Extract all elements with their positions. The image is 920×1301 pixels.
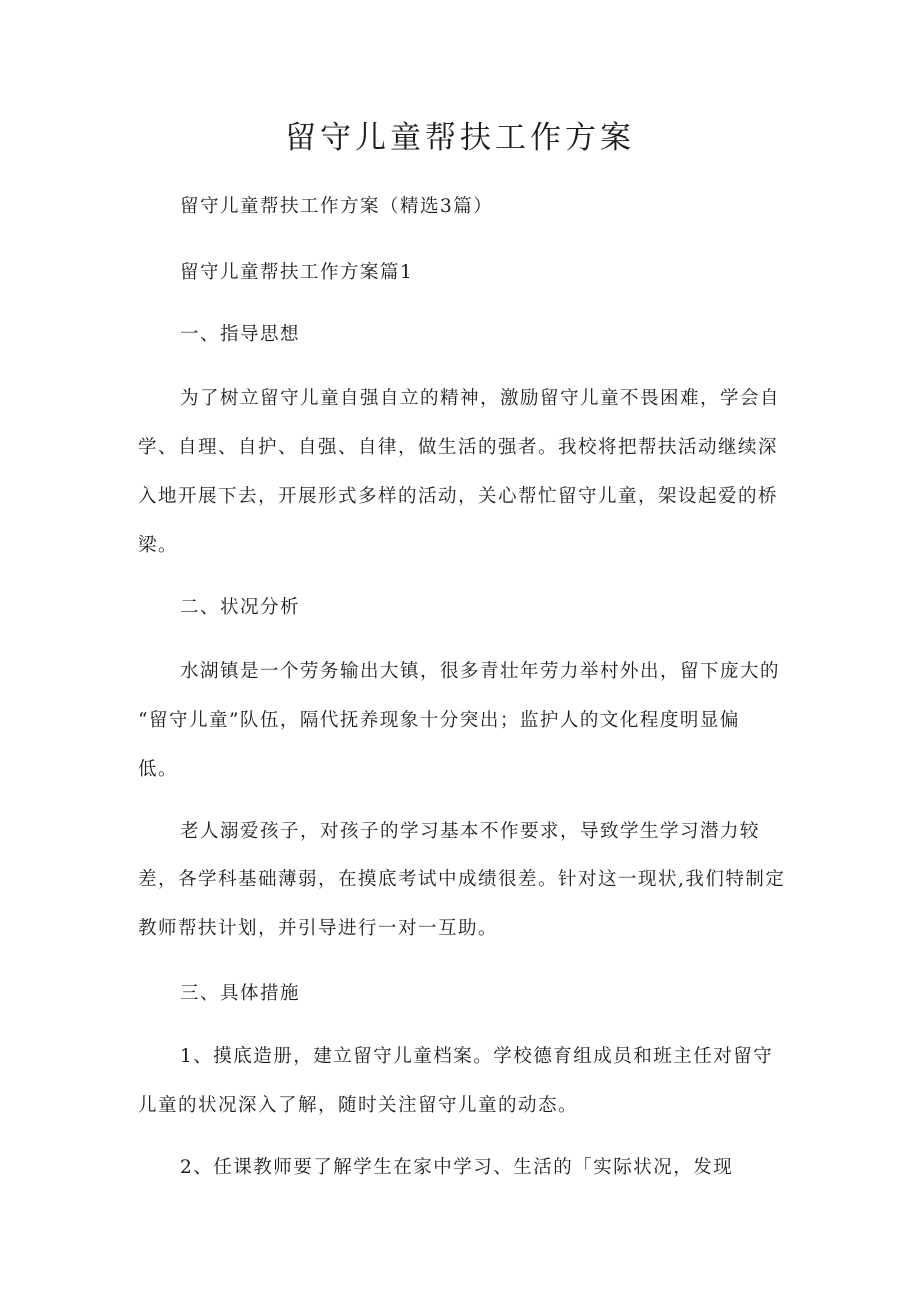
paragraph-line: 2、任课教师要了解学生在家中学习、生活的「实际状况，发现 bbox=[180, 1157, 734, 1178]
paragraph-line: 为了树立留守儿童自强自立的精神，激励留守儿童不畏困难，学会自 bbox=[180, 388, 781, 409]
paragraph-line: 儿童的状况深入了解，随时关注留守儿童的动态。 bbox=[138, 1095, 579, 1116]
paragraph-line: “留守儿童”队伍，隔代抚养现象十分突出；监护人的文化程度明显偏 bbox=[138, 710, 740, 731]
paragraph-line: 低。 bbox=[138, 759, 179, 780]
document-subtitle: 留守儿童帮扶工作方案（精选3篇） bbox=[180, 196, 494, 217]
paragraph-line: 差，各学科基础薄弱，在摸底考试中成绩很差。针对这一现状,我们特制定 bbox=[138, 869, 786, 890]
paragraph-line: 老人溺爱孩子，对孩子的学习基本不作要求，导致学生学习潜力较 bbox=[180, 821, 761, 842]
section-heading-situation-analysis: 二、状况分析 bbox=[180, 597, 301, 618]
section-heading-guiding-thought: 一、指导思想 bbox=[180, 324, 301, 345]
paragraph-line: 学、自理、自护、自强、自律，做生活的强者。我校将把帮扶活动继续深 bbox=[138, 437, 779, 458]
paragraph-line: 教师帮扶计划，并引导进行一对一互助。 bbox=[138, 918, 499, 939]
paragraph-line: 水湖镇是一个劳务输出大镇，很多青壮年劳力举村外出，留下庞大的 bbox=[180, 661, 781, 682]
chapter-heading: 留守儿童帮扶工作方案篇1 bbox=[180, 262, 414, 283]
paragraph-line: 1、摸底造册，建立留守儿童档案。学校德育组成员和班主任对留守 bbox=[180, 1046, 774, 1067]
section-heading-measures: 三、具体措施 bbox=[180, 983, 301, 1004]
paragraph-line: 入地开展下去，开展形式多样的活动，关心帮忙留守儿童，架设起爱的桥 bbox=[138, 486, 779, 507]
paragraph-line: 梁。 bbox=[138, 535, 179, 556]
document-title: 留守儿童帮扶工作方案 bbox=[285, 120, 635, 156]
